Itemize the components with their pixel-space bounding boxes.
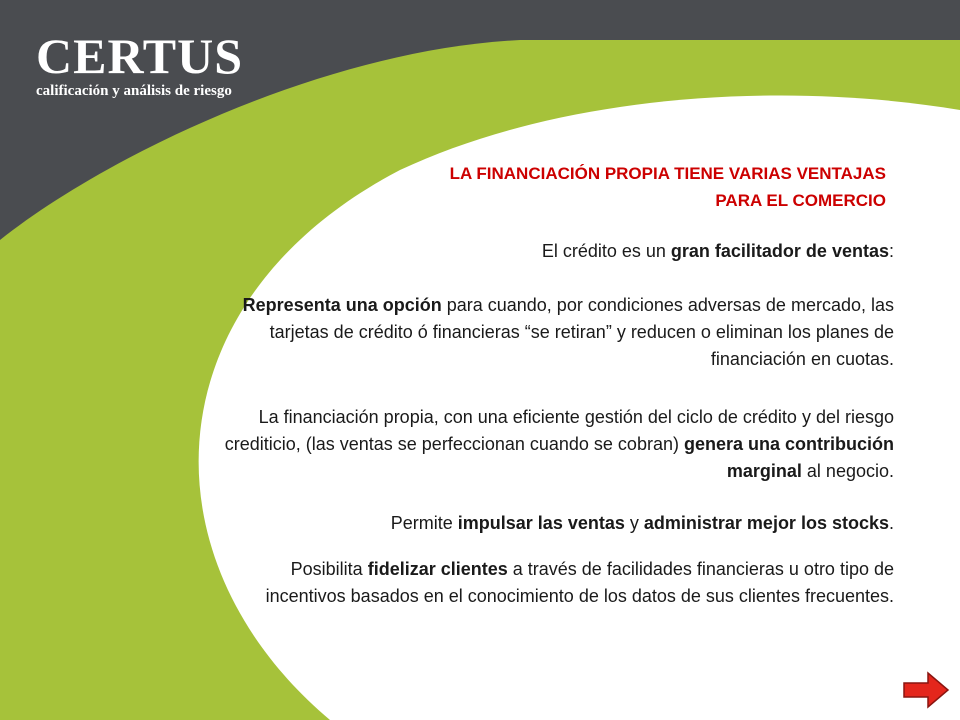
bold-text: Representa una opción — [242, 295, 442, 315]
text: para cuando, por condiciones adversas de mercado, las tarjetas de crédito ó financieras “se retiran” y reducen o eliminan los planes de financiación en cuotas. — [269, 295, 894, 369]
text: al negocio. — [801, 461, 894, 481]
text: a través de facilidades financieras u otro tipo de incentivos basados en el conocimiento de los datos de sus clientes frecuentes. — [265, 559, 894, 606]
text: y — [624, 513, 644, 533]
text: : — [888, 241, 894, 261]
bold-text: administrar mejor los stocks — [643, 513, 889, 533]
next-slide-button[interactable] — [902, 670, 950, 710]
bold-text: genera una contribución marginal — [683, 434, 894, 481]
certus-logo — [36, 30, 243, 100]
paragraph-credit-facilitator — [294, 238, 894, 265]
text: Permite — [390, 513, 458, 533]
text: El crédito es un — [541, 241, 671, 261]
right-arrow-icon — [902, 670, 950, 710]
logo-subtitle: calificación y análisis de riesgo — [36, 83, 232, 99]
paragraph-represents-option — [214, 292, 894, 373]
paragraph-customer-loyalty — [214, 556, 894, 610]
bold-text: gran facilitador de ventas — [670, 241, 889, 261]
bold-text: fidelizar clientes — [367, 559, 508, 579]
paragraph-boost-sales — [254, 510, 894, 537]
logo-title: CERTUS — [36, 28, 244, 84]
bold-text: impulsar las ventas — [457, 513, 625, 533]
paragraph-own-financing — [214, 404, 894, 485]
slide-heading — [326, 160, 886, 214]
text: Posibilita — [290, 559, 368, 579]
heading-line-2: PARA EL COMERCIO — [715, 191, 886, 210]
text: La financiación propia, con una eficiente gestión del ciclo de crédito y del riesgo crediticio, (las ventas se perfeccionan cuando se cobran) — [224, 407, 894, 454]
heading-line-1: LA FINANCIACIÓN PROPIA TIENE VARIAS VENTAJAS — [449, 164, 886, 183]
text: . — [888, 513, 894, 533]
